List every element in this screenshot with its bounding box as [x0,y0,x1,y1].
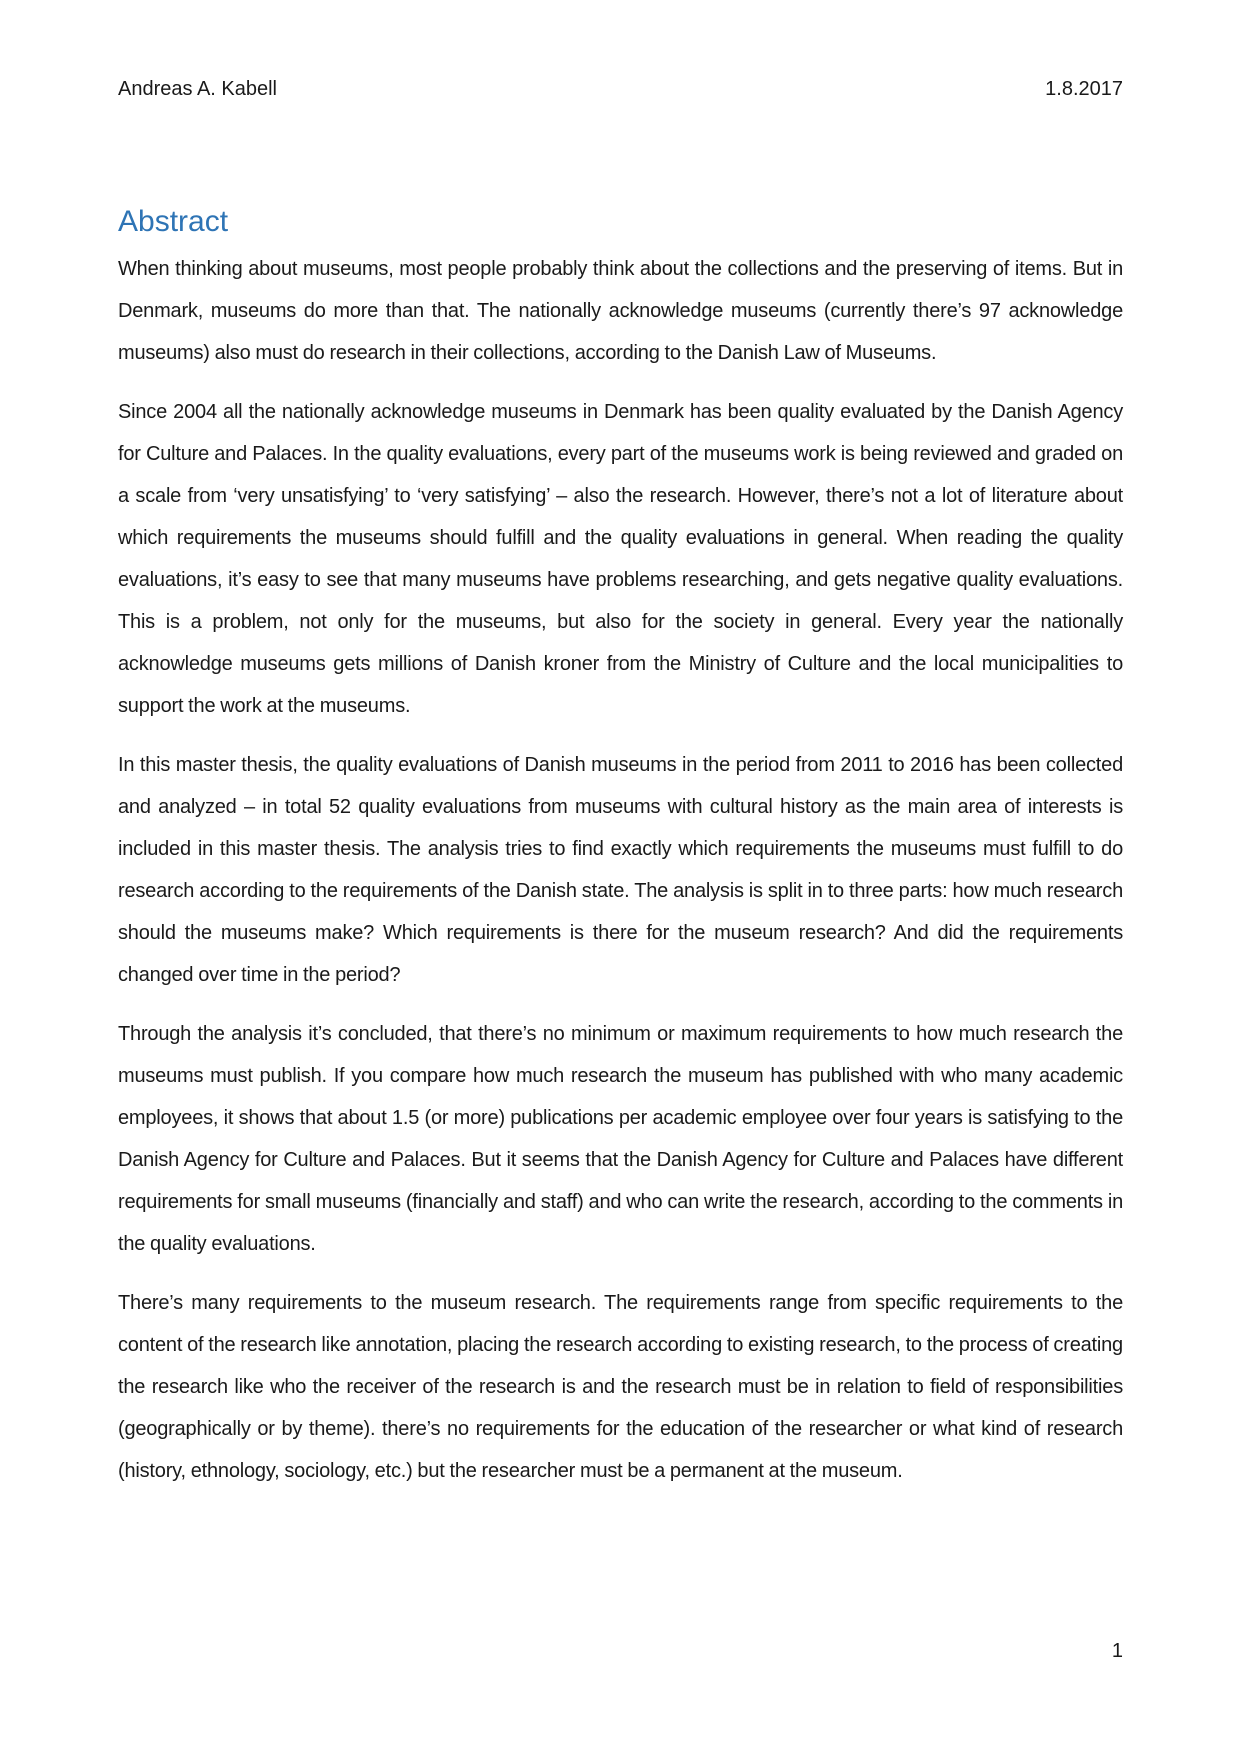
abstract-paragraph-5: There’s many requirements to the museum research. The requirements range from specific requirements to the content of the research like annotation, placing the research according to existing research, to the process of creating the research like who the receiver of the research is and the research must be in relation to field of responsibilities (geographically or by theme). there’s no requirements for the education of the researcher or what kind of research (history, ethnology, sociology, etc.) but the researcher must be a permanent at the museum. [118,1292,1123,1482]
abstract-paragraph-1: When thinking about museums, most people probably think about the collections and the preserving of items. But in Denmark, museums do more than that. The nationally acknowledge museums (currently there’s 97 acknowledge museums) also must do research in their collections, according to the Danish Law of Museums. [118,258,1123,364]
header-date: 1.8.2017 [1045,78,1123,100]
abstract-paragraph-2: Since 2004 all the nationally acknowledge museums in Denmark has been quality evaluated by the Danish Agency for Culture and Palaces. In the quality evaluations, every part of the museums work is being reviewed and graded on a scale from ‘very unsatisfying’ to ‘very satisfying’ – also the research. However, there’s not a lot of literature about which requirements the museums should fulfill and the quality evaluations in general. When reading the quality evaluations, it’s easy to see that many museums have problems researching, and gets negative quality evaluations. This is a problem, not only for the museums, but also for the society in general. Every year the nationally acknowledge museums gets millions of Danish kroner from the Ministry of Culture and the local municipalities to support the work at the museums. [118,401,1123,717]
abstract-paragraph-4: Through the analysis it’s concluded, that there’s no minimum or maximum requirements to how much research the museums must publish. If you compare how much research the museum has published with who many academic employees, it shows that about 1.5 (or more) publications per academic employee over four years is satisfying to the Danish Agency for Culture and Palaces. But it seems that the Danish Agency for Culture and Palaces have different requirements for small museums (financially and staff) and who can write the research, according to the comments in the quality evaluations. [118,1023,1123,1255]
page-header [118,74,1123,104]
abstract-section [118,202,1123,1509]
section-title: Abstract [118,205,229,238]
abstract-paragraph-3: In this master thesis, the quality evaluations of Danish museums in the period from 2011 to 2016 has been collected and analyzed – in total 52 quality evaluations from museums with cultural history as the main area of interests is included in this master thesis. The analysis tries to find exactly which requirements the museums must fulfill to do research according to the requirements of the Danish state. The analysis is split in to three parts: how much research should the museums make? Which requirements is there for the museum research? And did the requirements changed over time in the period? [118,754,1123,986]
page-number: 1 [1111,1640,1123,1662]
header-author: Andreas A. Kabell [118,78,277,100]
